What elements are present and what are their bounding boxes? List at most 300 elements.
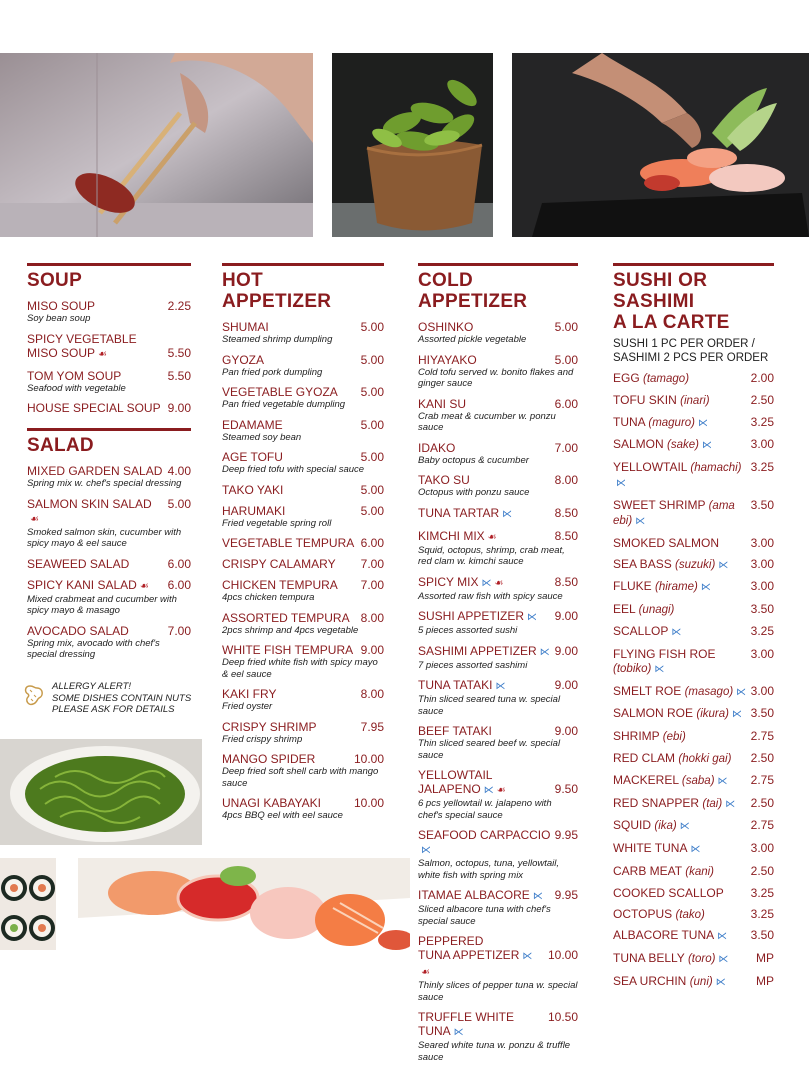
menu-item-name-wrap xyxy=(418,506,512,522)
section-rule xyxy=(27,428,191,431)
menu-item-row xyxy=(418,609,578,625)
fish-icon: ⋉ xyxy=(635,515,646,527)
menu-item-price: 5.00 xyxy=(360,352,384,367)
menu-item xyxy=(222,643,384,680)
menu-item-row xyxy=(418,529,578,545)
menu-item-row xyxy=(27,497,191,527)
menu-item-name: BEEF TATAKI xyxy=(418,724,492,738)
menu-item-row xyxy=(613,536,774,550)
fish-icon: ⋉ xyxy=(495,681,506,692)
menu-item-row xyxy=(222,353,384,367)
fish-icon: ⋉ xyxy=(539,646,550,658)
menu-item xyxy=(613,729,774,744)
menu-item-price: 3.00 xyxy=(750,556,774,571)
menu-item-price: 8.00 xyxy=(360,610,384,625)
menu-item-price: 5.00 xyxy=(360,417,384,432)
menu-item-name-wrap xyxy=(613,886,724,900)
menu-item xyxy=(418,441,578,467)
menu-item-name-wrap xyxy=(418,828,551,858)
menu-item-price: 9.95 xyxy=(554,828,578,842)
menu-item-price: 5.00 xyxy=(360,385,384,399)
menu-item-name: TOM YOM SOUP xyxy=(27,368,122,383)
menu-item xyxy=(613,818,774,834)
menu-item-row xyxy=(613,928,774,944)
menu-item-row xyxy=(613,498,774,529)
menu-item-description: Fried vegetable spring roll xyxy=(222,517,332,529)
salad-list xyxy=(27,464,191,661)
menu-item-row xyxy=(418,828,578,858)
menu-item-name-wrap xyxy=(27,369,121,383)
menu-item-row xyxy=(613,974,774,990)
menu-item xyxy=(27,401,191,415)
pepper-icon: ☙ xyxy=(98,348,107,360)
menu-item-price: 5.50 xyxy=(167,368,191,383)
fish-icon: ⋉ xyxy=(725,798,736,810)
menu-item-name: KANI SU xyxy=(418,396,467,411)
section-title-salad: SALAD xyxy=(27,435,94,456)
menu-item-name-wrap xyxy=(613,624,681,640)
menu-item-japanese-name: (hamachi) xyxy=(690,462,742,475)
menu-item-row xyxy=(613,624,774,640)
menu-item-name-cont: JALAPENO xyxy=(418,782,481,796)
menu-item-name: SPICY VEGETABLE xyxy=(27,331,137,346)
menu-item-name-wrap xyxy=(613,557,728,573)
menu-item-price: 6.00 xyxy=(167,577,191,592)
menu-item-japanese-name: (tako) xyxy=(675,908,705,921)
menu-item-name: SEAFOOD CARPACCIO xyxy=(418,828,551,842)
menu-item-name: RED SNAPPER xyxy=(613,795,700,810)
menu-item xyxy=(418,678,578,717)
menu-item xyxy=(27,332,191,362)
menu-item xyxy=(27,557,191,571)
menu-item-name-wrap xyxy=(222,687,276,701)
menu-item-name: KAKI FRY xyxy=(222,687,277,701)
menu-item xyxy=(27,299,191,325)
allergy-title: ALLERGY ALERT! xyxy=(52,681,132,692)
menu-item-name-wrap xyxy=(418,678,505,694)
menu-item-price: 8.00 xyxy=(554,473,578,487)
fish-icon: ⋉ xyxy=(671,626,682,638)
menu-item-name-wrap xyxy=(222,483,283,497)
menu-item-row xyxy=(222,611,384,625)
menu-item-row xyxy=(418,678,578,694)
menu-item-name-wrap xyxy=(27,497,164,527)
menu-item-name: SASHIMI APPETIZER xyxy=(418,643,537,658)
menu-item-price: 2.25 xyxy=(167,299,191,313)
menu-item-name: TUNA xyxy=(613,414,646,429)
menu-item-name-wrap xyxy=(222,385,338,399)
menu-item-name-wrap xyxy=(222,320,269,334)
menu-item-description: Thin sliced seared beef w. special sauce xyxy=(418,738,561,761)
menu-item-row xyxy=(418,1010,578,1040)
menu-item-price: 5.00 xyxy=(360,320,384,334)
menu-item-price: 3.50 xyxy=(750,706,774,721)
menu-item-row xyxy=(222,385,384,399)
menu-item xyxy=(222,450,384,476)
menu-item-description: Steamed soy bean xyxy=(222,431,302,443)
menu-item xyxy=(222,611,384,637)
menu-item xyxy=(613,796,774,812)
menu-item-row xyxy=(27,557,191,571)
allergy-line: PLEASE ASK FOR DETAILS xyxy=(52,704,175,715)
menu-item-name: COOKED SCALLOP xyxy=(613,885,724,900)
menu-item-description: Seafood with vegetable xyxy=(27,382,126,394)
menu-item xyxy=(222,796,384,822)
menu-item xyxy=(613,951,774,967)
menu-item-name: SCALLOP xyxy=(613,623,669,638)
menu-item-name-line2 xyxy=(418,782,506,798)
photo-seaweed-salad xyxy=(0,739,202,845)
menu-item-name: SMELT ROE xyxy=(613,683,682,698)
menu-item-name-wrap xyxy=(613,415,708,431)
menu-item xyxy=(613,864,774,879)
menu-item-name-wrap xyxy=(27,401,161,415)
fish-icon: ⋉ xyxy=(698,417,709,429)
menu-item-name-wrap xyxy=(418,473,470,487)
section-rule xyxy=(418,263,578,266)
menu-item-name: SMOKED SALMON xyxy=(613,535,720,550)
menu-item-row xyxy=(222,483,384,497)
menu-item-description: Steamed shrimp dumpling xyxy=(222,334,333,345)
menu-item-japanese-name: (suzuki) xyxy=(675,558,716,571)
menu-item-price: 3.00 xyxy=(750,683,774,698)
menu-item xyxy=(418,575,578,603)
menu-item-row xyxy=(613,602,774,617)
menu-item-price: 9.00 xyxy=(554,724,578,738)
menu-item-name-wrap xyxy=(613,974,726,990)
menu-item xyxy=(613,536,774,550)
menu-item-row xyxy=(418,441,578,455)
menu-item-name-wrap xyxy=(613,864,714,879)
menu-item-name-line2 xyxy=(27,346,137,362)
menu-item-row xyxy=(613,886,774,900)
menu-item xyxy=(418,353,578,390)
menu-item-name: WHITE TUNA xyxy=(613,841,688,856)
menu-item-name: SUSHI APPETIZER xyxy=(418,609,525,623)
menu-item-description: Thin sliced seared tuna w. special sauce xyxy=(418,694,561,717)
menu-item-price: 2.00 xyxy=(750,371,774,385)
menu-item-price: 9.95 xyxy=(554,888,578,902)
section-title-hot-appetizer: HOT APPETIZER xyxy=(222,270,332,312)
menu-item-name-wrap xyxy=(27,332,137,362)
menu-item-name: CRISPY CALAMARY xyxy=(222,557,336,571)
menu-item-description: Thinly slices of pepper tuna w. special sauce xyxy=(418,980,578,1003)
allergy-alert xyxy=(22,681,222,716)
fish-icon: ⋉ xyxy=(527,612,538,623)
menu-item-name-wrap xyxy=(418,609,537,625)
menu-item-name-wrap xyxy=(418,644,550,660)
menu-item-row xyxy=(613,415,774,431)
menu-item-japanese-name: (inari) xyxy=(680,394,710,407)
menu-item-description: Deep fried soft shell carb with mango sauce xyxy=(222,766,379,789)
menu-item-price: 6.00 xyxy=(554,396,578,411)
menu-item-price: 5.00 xyxy=(360,450,384,464)
menu-item-name-wrap xyxy=(27,299,95,313)
menu-item-row xyxy=(613,796,774,812)
menu-item-name: AVOCADO SALAD xyxy=(27,623,129,638)
menu-item-name-wrap xyxy=(418,1010,544,1040)
menu-item-description: Squid, octopus, shrimp, crab meat, red clam w. kimchi sauce xyxy=(418,544,565,567)
menu-item-name: OCTOPUS xyxy=(613,906,673,921)
menu-item-price: 8.00 xyxy=(360,687,384,701)
menu-item-price: 3.25 xyxy=(750,460,774,475)
hot-appetizer-list xyxy=(222,320,384,822)
menu-item xyxy=(613,415,774,431)
menu-item-price: 10.00 xyxy=(353,796,384,810)
menu-item-price: 3.00 xyxy=(750,579,774,594)
menu-item xyxy=(27,578,191,617)
menu-item-row xyxy=(27,369,191,383)
menu-item-price: 3.25 xyxy=(750,623,774,638)
pepper-icon: ☙ xyxy=(30,513,39,525)
menu-item-description: Cold tofu served w. bonito flakes and ginger sauce xyxy=(418,366,574,389)
menu-item xyxy=(222,483,384,497)
menu-item-name: SALMON SKIN SALAD xyxy=(27,496,152,511)
menu-item-row xyxy=(418,320,578,334)
menu-item-row xyxy=(418,506,578,522)
menu-item-name: PEPPERED xyxy=(418,934,484,948)
menu-item xyxy=(27,464,191,490)
menu-item-name: HOUSE SPECIAL SOUP xyxy=(27,401,161,415)
menu-item-name: YELLOWTAIL xyxy=(613,460,688,475)
menu-item-name-cont: TUNA APPETIZER xyxy=(418,948,520,962)
menu-item-price: 7.00 xyxy=(167,623,191,638)
menu-item-name-wrap xyxy=(418,724,492,738)
menu-item-price: 3.25 xyxy=(750,414,774,429)
menu-item-row xyxy=(27,578,191,594)
menu-item-row xyxy=(613,729,774,744)
menu-item-japanese-name: (maguro) xyxy=(648,416,696,429)
menu-item xyxy=(613,602,774,617)
menu-item-name-wrap xyxy=(418,529,497,545)
menu-item-row xyxy=(222,752,384,766)
menu-item-price: 9.00 xyxy=(167,401,191,415)
menu-item xyxy=(418,609,578,637)
menu-item-row xyxy=(613,841,774,857)
menu-item-name: SEA URCHIN xyxy=(613,973,687,988)
menu-item-name: CARB MEAT xyxy=(613,863,682,878)
menu-item-name: ITAMAE ALBACORE xyxy=(418,888,530,902)
menu-item-name-wrap xyxy=(222,536,354,550)
menu-item-price: 3.50 xyxy=(750,602,774,617)
menu-item-row xyxy=(222,687,384,701)
fish-icon: ⋉ xyxy=(532,891,543,902)
menu-item-description: Fried crispy shrimp xyxy=(222,733,303,745)
pepper-icon: ☙ xyxy=(496,785,506,796)
menu-item-name-wrap xyxy=(418,768,506,798)
menu-item-name-wrap xyxy=(418,353,477,367)
menu-item-name-wrap xyxy=(613,841,700,857)
menu-item-row xyxy=(418,768,578,798)
fish-icon: ⋉ xyxy=(690,844,701,856)
menu-item xyxy=(613,751,774,766)
menu-item-row xyxy=(613,579,774,595)
menu-item-name-wrap xyxy=(613,647,747,677)
fish-icon: ⋉ xyxy=(701,440,712,452)
menu-item-name-wrap xyxy=(613,536,719,550)
menu-item-price: 8.50 xyxy=(554,574,578,589)
menu-item-name: MACKEREL xyxy=(613,772,679,787)
menu-item xyxy=(613,371,774,386)
menu-item-name-wrap xyxy=(418,320,473,334)
menu-item-row xyxy=(418,353,578,367)
menu-item-name: SEAWEED SALAD xyxy=(27,556,130,571)
menu-item-description: 4pcs BBQ eel with eel sauce xyxy=(222,810,343,821)
menu-item-name-wrap xyxy=(613,498,747,529)
menu-item-price: 3.25 xyxy=(750,885,774,900)
menu-item xyxy=(418,724,578,761)
menu-item-name: TAKO YAKI xyxy=(222,482,284,497)
cold-appetizer-column xyxy=(418,263,578,1070)
menu-item xyxy=(222,353,384,379)
menu-item-name-wrap xyxy=(613,371,689,386)
menu-item-name-wrap xyxy=(613,729,686,744)
menu-item-japanese-name: (tobiko) xyxy=(613,662,652,675)
menu-item-price: 2.50 xyxy=(750,795,774,810)
menu-item-description: Pan fried pork dumpling xyxy=(222,366,323,378)
menu-item-price: 6.00 xyxy=(360,536,384,550)
menu-item-name-wrap xyxy=(613,796,735,812)
menu-item-description: 4pcs chicken tempura xyxy=(222,592,315,603)
menu-item-price: MP xyxy=(756,973,774,988)
menu-item-japanese-name: (ika) xyxy=(654,820,677,833)
menu-item-row xyxy=(613,818,774,834)
menu-item xyxy=(613,928,774,944)
menu-item-row xyxy=(613,393,774,408)
menu-item-name: SWEET SHRIMP xyxy=(613,497,706,512)
menu-item-name-wrap xyxy=(418,888,543,904)
menu-item-price: 3.50 xyxy=(750,497,774,512)
menu-item-name: TUNA TATAKI xyxy=(418,678,493,692)
menu-item-name: YELLOWTAIL xyxy=(418,768,493,782)
menu-item-price: 7.95 xyxy=(360,719,384,734)
menu-item xyxy=(418,768,578,821)
menu-item-name-wrap xyxy=(613,751,731,766)
menu-item-name: VEGETABLE TEMPURA xyxy=(222,536,355,550)
menu-item-name-wrap xyxy=(222,557,336,571)
menu-item-name-wrap xyxy=(613,773,728,789)
pepper-icon: ☙ xyxy=(494,577,504,589)
menu-item-price: 5.00 xyxy=(360,482,384,497)
menu-item-name-wrap xyxy=(613,393,710,408)
fish-icon: ⋉ xyxy=(483,785,494,796)
menu-item-name-wrap xyxy=(418,934,544,980)
menu-item-name: UNAGI KABAYAKI xyxy=(222,796,321,810)
menu-item-row xyxy=(613,706,774,722)
menu-item-name: TOFU SKIN xyxy=(613,392,677,407)
menu-item-name: MIXED GARDEN SALAD xyxy=(27,464,163,478)
menu-item-name: OSHINKO xyxy=(418,320,474,334)
menu-item-price: 5.00 xyxy=(554,352,578,367)
menu-item-japanese-name: (masago) xyxy=(684,685,734,698)
menu-item xyxy=(418,644,578,672)
menu-item-name-wrap xyxy=(613,907,705,922)
menu-item-name: VEGETABLE GYOZA xyxy=(222,385,338,399)
menu-item xyxy=(418,828,578,881)
hot-appetizer-column xyxy=(222,263,384,829)
menu-item-price: 5.00 xyxy=(167,496,191,511)
fish-icon: ⋉ xyxy=(731,709,742,721)
menu-item-description: Spring mix w. chef's special dressing xyxy=(27,478,182,489)
menu-item xyxy=(418,473,578,499)
menu-item-price: 2.50 xyxy=(750,750,774,765)
menu-item xyxy=(418,320,578,346)
menu-item-description: Spring mix, avocado with chef's special dressing xyxy=(27,637,160,660)
menu-item-row xyxy=(27,299,191,313)
menu-item-japanese-name: (ama ebi) xyxy=(613,499,735,527)
menu-item-description: Crab meat & cucumber w. ponzu sauce xyxy=(418,410,556,433)
menu-item-name-wrap xyxy=(222,611,350,625)
menu-item-row xyxy=(613,751,774,766)
menu-item xyxy=(613,498,774,529)
menu-item-name-wrap xyxy=(222,796,321,810)
menu-item-name-wrap xyxy=(418,575,503,591)
menu-item-price: 9.00 xyxy=(554,609,578,623)
menu-item-name: EGG xyxy=(613,371,640,385)
photo-nigiri xyxy=(78,858,410,950)
menu-item-name-wrap xyxy=(222,353,264,367)
fish-icon: ⋉ xyxy=(717,775,728,787)
fish-icon: ⋉ xyxy=(715,976,726,988)
menu-item xyxy=(613,647,774,677)
section-title-sushi-sashimi: SUSHI OR SASHIMI A LA CARTE xyxy=(613,270,730,333)
menu-item-name-wrap xyxy=(27,557,129,571)
menu-item-row xyxy=(613,864,774,879)
menu-item-name-wrap xyxy=(613,928,727,944)
menu-item-row xyxy=(418,644,578,660)
menu-item-name-wrap xyxy=(613,706,742,722)
menu-item-name-line2 xyxy=(418,948,544,980)
menu-item xyxy=(418,397,578,434)
photo-chopsticks-tuna xyxy=(0,53,313,237)
menu-item-row xyxy=(418,888,578,904)
menu-item-description: Smoked salmon skin, cucumber with spicy mayo & eel sauce xyxy=(27,526,182,549)
menu-item-price: 4.00 xyxy=(167,464,191,478)
menu-item-name-wrap xyxy=(222,418,283,432)
menu-item-row xyxy=(222,418,384,432)
menu-item-description: Baby octopus & cucumber xyxy=(418,454,529,466)
menu-item xyxy=(418,888,578,927)
fish-icon: ⋉ xyxy=(616,478,626,490)
menu-item-japanese-name: (hokki gai) xyxy=(678,752,732,765)
menu-item-description: Salmon, octopus, tuna, yellowtail, white fish with spring mix xyxy=(418,858,559,881)
menu-item-price: 3.00 xyxy=(750,841,774,856)
pepper-icon: ☙ xyxy=(139,580,149,592)
menu-item-description: Deep fried tofu with special sauce xyxy=(222,464,365,475)
menu-item-price: 10.00 xyxy=(547,948,578,962)
menu-item xyxy=(613,773,774,789)
peanut-icon xyxy=(22,683,46,707)
menu-item-name-wrap xyxy=(222,720,316,734)
menu-item-price: 10.50 xyxy=(547,1010,578,1024)
menu-item-row xyxy=(222,557,384,571)
allergy-line: SOME DISHES CONTAIN NUTS xyxy=(52,692,192,704)
menu-item xyxy=(27,624,191,661)
menu-item-name: SPICY KANI SALAD xyxy=(27,577,137,592)
menu-item-name-wrap xyxy=(222,578,338,592)
fish-icon: ⋉ xyxy=(453,1027,464,1038)
menu-item-row xyxy=(613,647,774,677)
menu-item xyxy=(222,687,384,713)
menu-item-name: TAKO SU xyxy=(418,473,470,487)
menu-item-name-wrap xyxy=(27,624,129,638)
menu-item-description: Seared white tuna w. ponzu & truffle sauce xyxy=(418,1040,571,1063)
menu-item-name: FLYING FISH ROE xyxy=(613,646,716,661)
fish-icon: ⋉ xyxy=(717,931,728,943)
menu-item xyxy=(222,504,384,530)
menu-item-name-wrap xyxy=(613,437,712,453)
fish-icon: ⋉ xyxy=(736,686,747,698)
